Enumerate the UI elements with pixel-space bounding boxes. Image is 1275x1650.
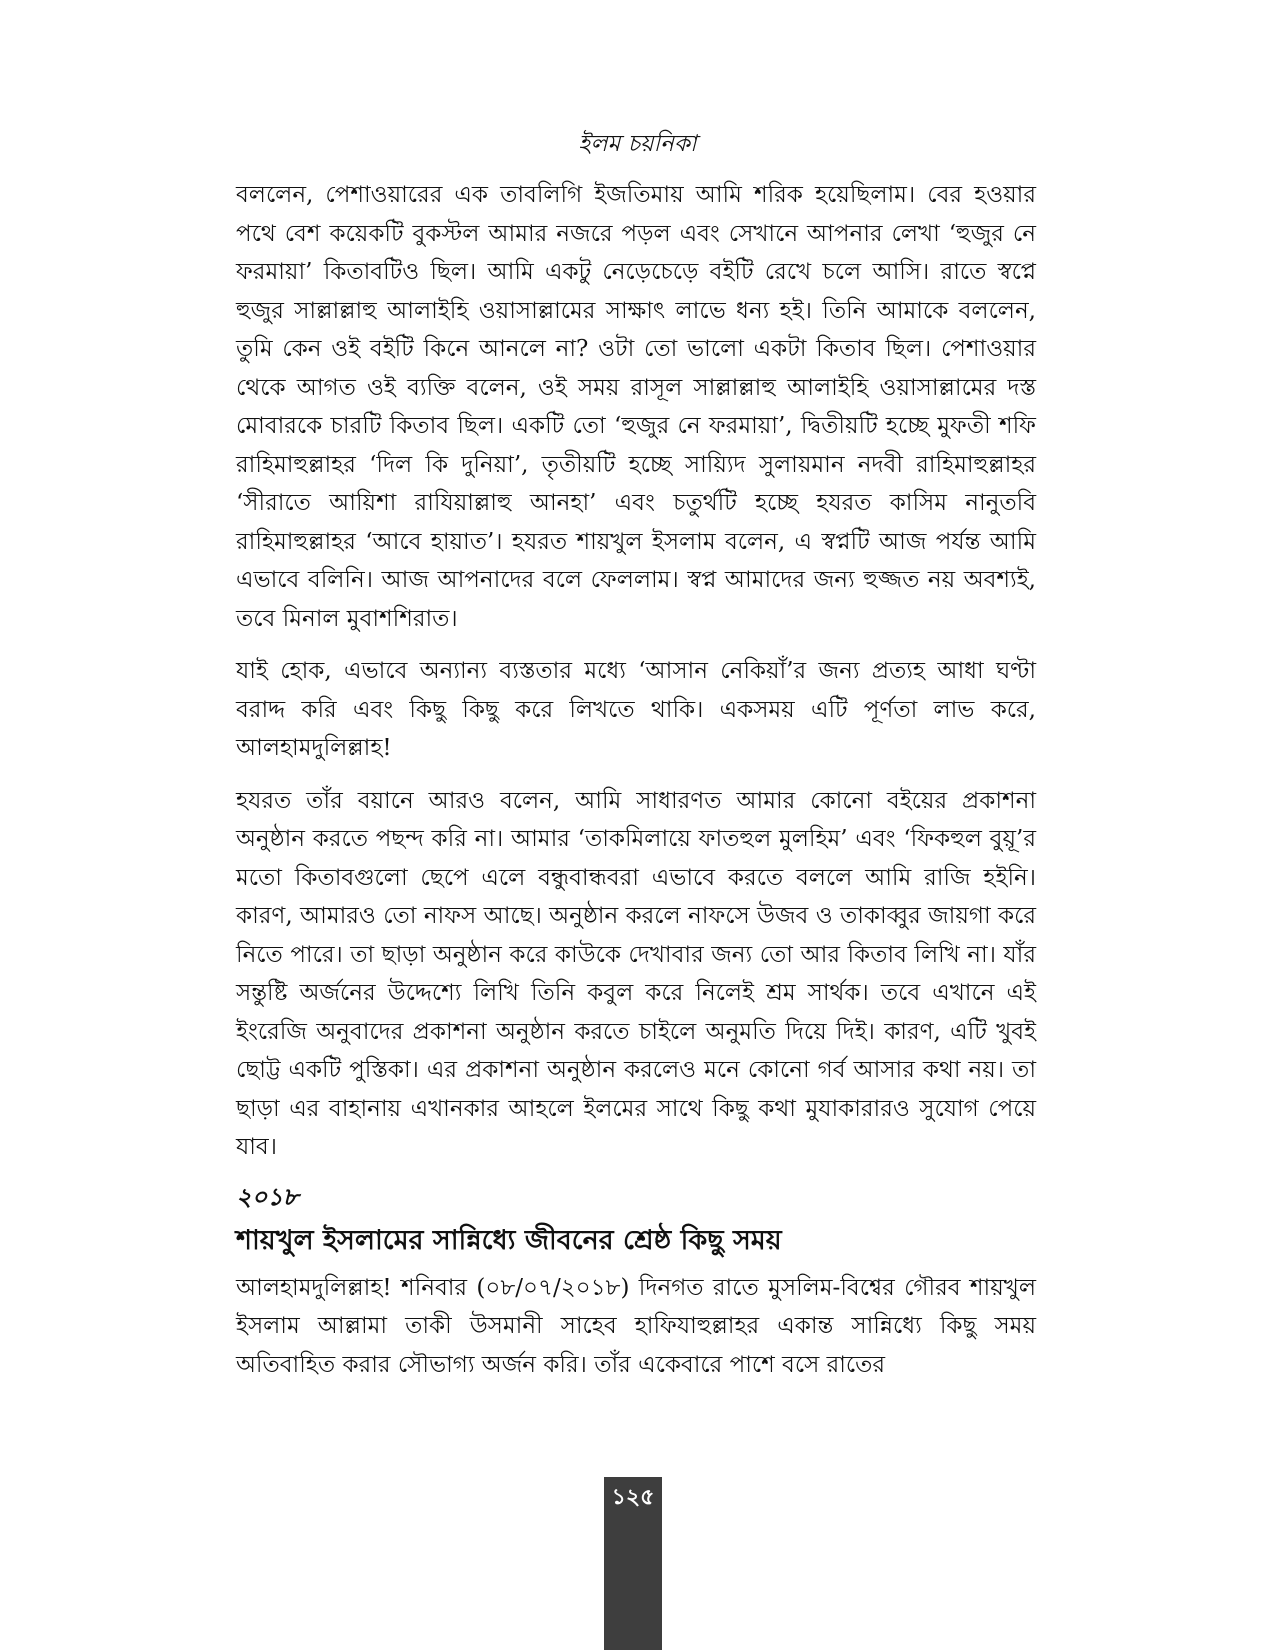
year-label: ২০১৮ bbox=[236, 1181, 299, 1211]
body-text bbox=[236, 176, 1036, 1398]
page-number-tab bbox=[604, 1477, 662, 1650]
running-head: ইলম চয়নিকা bbox=[578, 131, 697, 157]
paragraph-publication-ceremony: হযরত তাঁর বয়ানে আরও বলেন, আমি সাধারণত আমার কোনো বইয়ের প্রকাশনা অনুষ্ঠান করতে পছন্দ করি না। আমার ‘তাকমিলায়ে ফাতহুল মুলহিম’ এবং ‘ফিকহুল বুয়ূ’র মতো কিতাবগুলো ছেপে এলে বন্ধুবান্ধবরা এভাবে করতে বললে আমি রাজি হইনি। কারণ, আমারও তো নাফস আছে। অনুষ্ঠান করলে নাফসে উজব ও তাকাব্বুর জায়গা করে নিতে পারে। তা ছাড়া অনুষ্ঠান করে কাউকে দেখাবার জন্য তো আর কিতাব লিখি না। যাঁর সন্তুষ্টি অর্জনের উদ্দেশ্যে লিখি তিনি কবুল করে নিলেই শ্রম সার্থক। তবে এখানে এই ইংরেজি অনুবাদের প্রকাশনা অনুষ্ঠান করতে চাইলে অনুমতি দিয়ে দিই। কারণ, এটি খুবই ছোট্ট একটি পুস্তিকা। এর প্রকাশনা অনুষ্ঠান করলেও মনে কোনো গর্ব আসার কথা নয়। তা ছাড়া এর বাহানায় এখানকার আহলে ইলমের সাথে কিছু কথা মুযাকারারও সুযোগ পেয়ে যাব। bbox=[236, 787, 1036, 1160]
paragraph-section-intro: আলহামদুলিল্লাহ! শনিবার (০৮/০৭/২০১৮) দিনগত রাতে মুসলিম-বিশ্বের গৌরব শায়খুল ইসলাম আল্লামা তাকী উসমানী সাহেব হাফিযাহুল্লাহর একান্ত সান্নিধ্যে কিছু সময় অতিবাহিত করার সৌভাগ্য অর্জন করি। তাঁর একেবারে পাশে বসে রাতের bbox=[236, 1274, 1036, 1378]
paragraph-writing-routine: যাই হোক, এভাবে অন্যান্য ব্যস্ততার মধ্যে ‘আসান নেকিয়াঁ’র জন্য প্রত্যহ আধা ঘণ্টা বরাদ্দ করি এবং কিছু কিছু করে লিখতে থাকি। একসময় এটি পূর্ণতা লাভ করে, আলহামদুলিল্লাহ! bbox=[236, 658, 1036, 761]
page-number: ১২৫ bbox=[611, 1484, 655, 1510]
section-heading: শায়খুল ইসলামের সান্নিধ্যে জীবনের শ্রেষ্ঠ কিছু সময় bbox=[236, 1224, 782, 1256]
paragraph-dream-account: বললেন, পেশাওয়ারের এক তাবলিগি ইজতিমায় আমি শরিক হয়েছিলাম। বের হওয়ার পথে বেশ কয়েকটি বুকস্টল আমার নজরে পড়ল এবং সেখানে আপনার লেখা ‘হুজুর নে ফরমায়া’ কিতাবটিও ছিল। আমি একটু নেড়েচেড়ে বইটি রেখে চলে আসি। রাতে স্বপ্নে হুজুর সাল্লাল্লাহু আলাইহি ওয়াসাল্লামের সাক্ষাৎ লাভে ধন্য হই। তিনি আমাকে বললেন, তুমি কেন ওই বইটি কিনে আনলে না? ওটা তো ভালো একটা কিতাব ছিল। পেশাওয়ার থেকে আগত ওই ব্যক্তি বলেন, ওই সময় রাসূল সাল্লাল্লাহু আলাইহি ওয়াসাল্লামের দস্ত মোবারকে চারটি কিতাব ছিল। একটি তো ‘হুজুর নে ফরমায়া’, দ্বিতীয়টি হচ্ছে মুফতী শফি রাহিমাহুল্লাহর ‘দিল কি দুনিয়া’, তৃতীয়টি হচ্ছে সায়্যিদ সুলায়মান নদবী রাহিমাহুল্লাহর ‘সীরাতে আয়িশা রাযিয়াল্লাহু আনহা’ এবং চতুর্থটি হচ্ছে হযরত কাসিম নানুতবি রাহিমাহুল্লাহর ‘আবে হায়াত’। হযরত শায়খুল ইসলাম বলেন, এ স্বপ্নটি আজ পর্যন্ত আমি এভাবে বলিনি। আজ আপনাদের বলে ফেললাম। স্বপ্ন আমাদের জন্য হুজ্জত নয় অবশ্যই, তবে মিনাল মুবাশশিরাত। bbox=[236, 182, 1036, 632]
